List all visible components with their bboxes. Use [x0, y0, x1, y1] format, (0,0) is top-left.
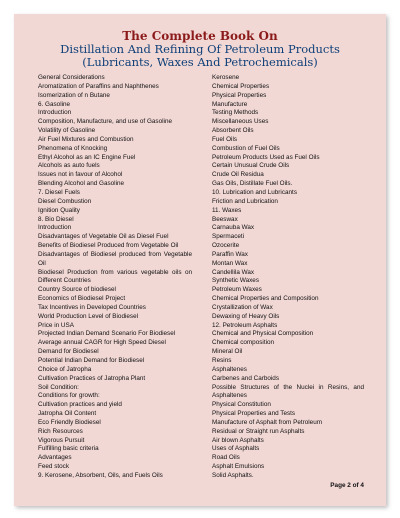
- document-header: [14, 30, 386, 69]
- toc-entry: Feed stock: [38, 463, 70, 471]
- book-subtitle-line-1: Distillation And Refining Of Petroleum Products: [60, 42, 340, 56]
- toc-entry: Road Oils: [212, 454, 240, 462]
- toc-entry: 12. Petroleum Asphalts: [212, 321, 278, 329]
- toc-entry: Manufacture: [212, 100, 248, 108]
- toc-entry: Soil Condition:: [38, 383, 79, 391]
- toc-entry: Spermaceti: [212, 233, 245, 241]
- toc-entry: 9. Kerosene, Absorbent, Oils, and Fuels Oils: [38, 471, 163, 479]
- toc-entry: Friction and Lubrication: [212, 197, 278, 205]
- toc-entry: General Considerations: [38, 74, 105, 81]
- toc-entry: Isomerization of n Butane: [38, 91, 110, 99]
- toc-entry: Candellila Wax: [212, 268, 255, 276]
- toc-entry: World Production Level of Biodiesel: [38, 312, 139, 320]
- toc-entry: Country Source of biodiesel: [38, 286, 116, 294]
- toc-entry: Cultivation practices and yield: [38, 401, 122, 409]
- toc-entry: Possible Structures of the Nuclei in Resins, and Asphaltenes: [212, 383, 364, 400]
- toc-entry: 6. Gasoline: [38, 100, 71, 108]
- toc-entry: Petroleum Waxes: [212, 286, 262, 294]
- toc-entry: Advantages: [38, 454, 72, 462]
- toc-entry: Asphaltenes: [212, 365, 247, 373]
- toc-entry: Tax Incentives in Developed Countries: [38, 303, 146, 311]
- toc-entry: Rich Resources: [38, 427, 83, 435]
- toc-entry: Ignition Quality: [38, 206, 80, 214]
- toc-entry: Diesel Combustion: [38, 197, 92, 205]
- toc-entry: Composition, Manufacture, and use of Gasoline: [38, 118, 172, 126]
- toc-entry: Introduction: [38, 224, 72, 232]
- toc-entry: Kerosene: [212, 74, 240, 81]
- toc-entry: Testing Methods: [212, 109, 259, 117]
- toc-entry: Jatropha Oil Content: [38, 410, 97, 418]
- toc-entry: Volatility of Gasoline: [38, 127, 96, 135]
- toc-entry: Air Fuel Mixtures and Combustion: [38, 135, 134, 143]
- toc-entry: Introduction: [38, 109, 72, 117]
- toc-entry: Choice of Jatropha: [38, 365, 92, 373]
- toc-entry: Eco Friendly Biodiesel: [38, 418, 101, 426]
- toc-entry: Benefits of Biodiesel Produced from Vegetable Oil: [38, 242, 179, 250]
- toc-entry: Potential Indian Demand for Biodiesel: [38, 357, 145, 364]
- toc-entry: Chemical and Physical Composition: [212, 330, 314, 338]
- toc-entry: Gas Oils, Distillate Fuel Oils.: [212, 180, 293, 188]
- toc-entry: Residual or Straight run Asphalts: [212, 427, 305, 435]
- toc-entry: Ozocerite: [212, 242, 240, 250]
- toc-entry: Montan Wax: [212, 259, 248, 267]
- toc-entry: Manufacture of Asphalt from Petroleum: [212, 418, 323, 426]
- contents-left-column: [38, 74, 192, 481]
- toc-entry: Demand for Biodiesel: [38, 348, 99, 356]
- toc-entry: Aromatization of Paraffins and Naphthenes: [38, 82, 159, 90]
- toc-entry: Resins: [212, 357, 232, 364]
- toc-entry: Miscellaneous Uses: [212, 118, 269, 126]
- toc-entry: Synthetic Waxes: [212, 277, 260, 285]
- book-subtitle-line-2: (Lubricants, Waxes And Petrochemicals): [82, 55, 318, 69]
- toc-entry: Phenomena of Knocking: [38, 144, 108, 152]
- toc-entry: Ethyl Alcohol as an IC Engine Fuel: [38, 153, 136, 161]
- toc-entry: Mineral Oil: [212, 348, 243, 356]
- toc-entry: Chemical composition: [212, 339, 275, 347]
- toc-entry: Physical Constitution: [212, 401, 271, 409]
- toc-entry: Blending Alcohol and Gasoline: [38, 180, 125, 188]
- toc-entry: Fulfilling basic criteria: [38, 445, 99, 453]
- toc-entry: Biodiesel Production from various vegetable oils on Different Countries: [38, 268, 192, 285]
- toc-entry: Physical Properties: [212, 91, 267, 99]
- toc-entry: Dewaxing of Heavy Oils: [212, 312, 280, 320]
- toc-entry: Disadvantages of Vegetable Oil as Diesel Fuel: [38, 233, 169, 241]
- toc-entry: Absorbent Oils: [212, 127, 254, 135]
- toc-entry: Crude Oil Residua: [212, 171, 264, 179]
- toc-entry: 8. Bio Diesel: [38, 215, 74, 223]
- toc-entry: Chemical Properties: [212, 82, 270, 90]
- toc-entry: Beeswax: [212, 215, 238, 223]
- page-number: Page 2 of 4: [330, 482, 364, 489]
- toc-entry: Price in USA: [38, 321, 74, 329]
- toc-entry: Solid Asphalts.: [212, 471, 254, 479]
- toc-entry: Average annual CAGR for High Speed Diesel: [38, 339, 166, 347]
- toc-entry: Asphalt Emulsions: [212, 463, 265, 471]
- toc-entry: Combustion of Fuel Oils: [212, 144, 280, 152]
- toc-entry: Conditions for growth:: [38, 392, 100, 400]
- toc-entry: Crystallization of Wax: [212, 303, 273, 311]
- toc-entry: Alcohols as auto fuels: [38, 162, 100, 170]
- toc-entry: Carnauba Wax: [212, 224, 255, 232]
- toc-entry: Vigorous Pursuit: [38, 436, 85, 444]
- toc-entry: Carbenes and Carboids: [212, 374, 280, 382]
- toc-entry: Petroleum Products Used as Fuel Oils: [212, 153, 320, 161]
- toc-entry: Fuel Oils: [212, 135, 238, 143]
- toc-entry: Economics of Biodiesel Project: [38, 295, 126, 303]
- toc-entry: 10. Lubrication and Lubricants: [212, 188, 297, 196]
- contents-right-column: [212, 74, 364, 481]
- toc-entry: Issues not in favour of Alcohol: [38, 171, 123, 179]
- document-page: [14, 14, 386, 506]
- toc-entry: Chemical Properties and Composition: [212, 295, 319, 303]
- book-title: The Complete Book On: [122, 29, 278, 43]
- toc-entry: Cultivation Practices of Jatropha Plant: [38, 374, 146, 382]
- toc-entry: Paraffin Wax: [212, 250, 248, 258]
- toc-entry: 7. Diesel Fuels: [38, 188, 80, 196]
- toc-entry: Certain Unusual Crude Oils: [212, 162, 290, 170]
- toc-entry: Projected Indian Demand Scenario For Biodiesel: [38, 330, 176, 338]
- toc-entry: Uses of Asphalts: [212, 445, 260, 453]
- toc-entry: Air blown Asphalts: [212, 436, 264, 444]
- toc-entry: Physical Properties and Tests: [212, 410, 296, 418]
- toc-entry: Disadvantages of Biodiesel produced from Vegetable Oil: [38, 250, 192, 267]
- toc-entry: 11. Waxes: [212, 206, 242, 214]
